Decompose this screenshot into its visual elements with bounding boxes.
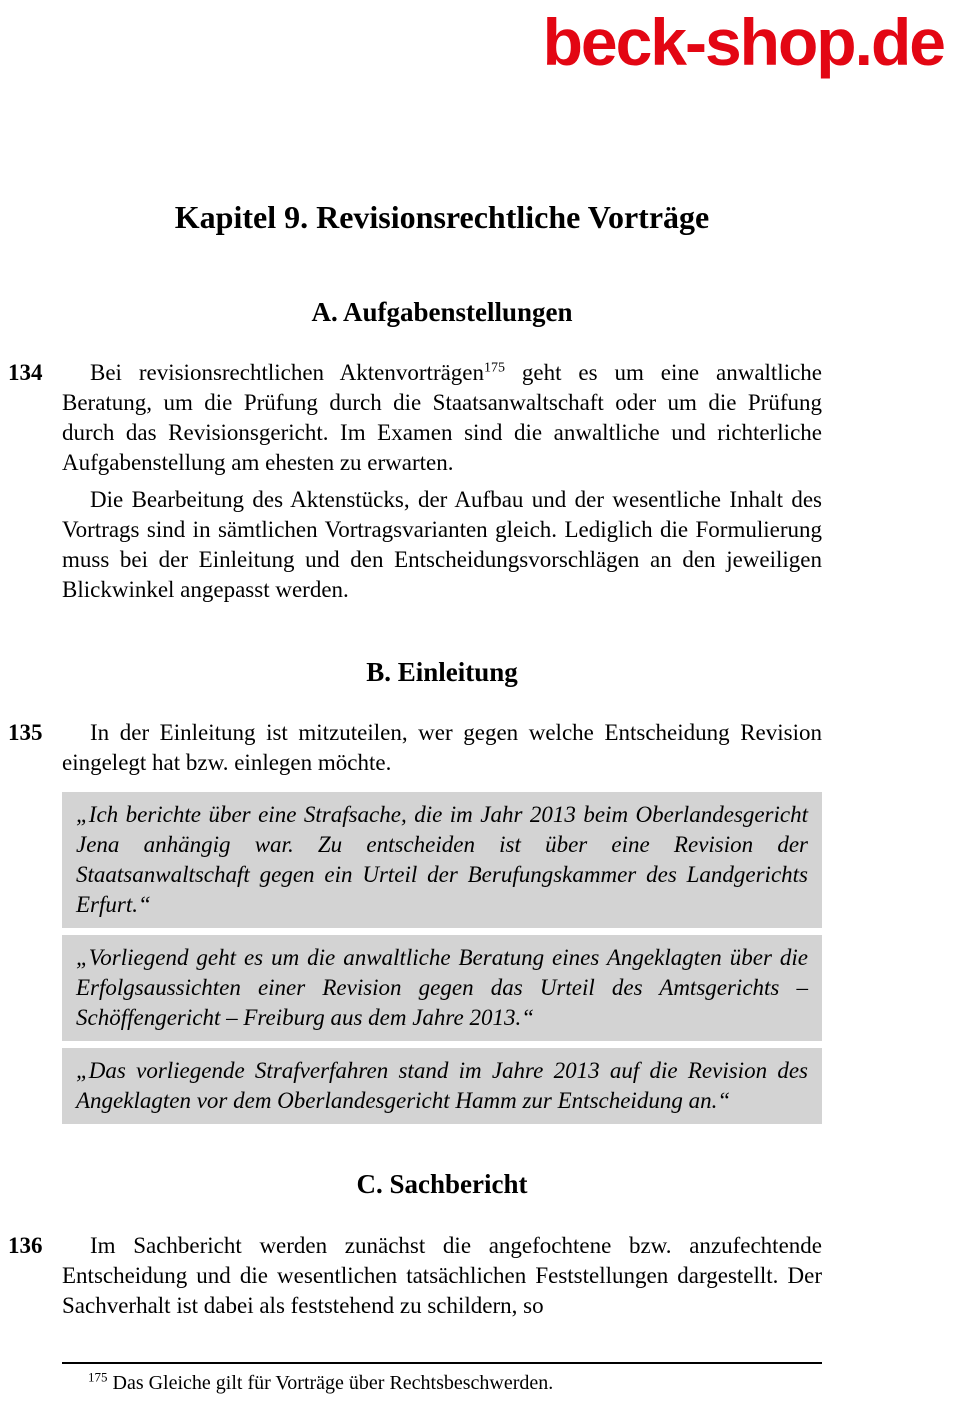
example-quote-box-2	[62, 935, 822, 1041]
margin-number-136: 136	[8, 1232, 43, 1258]
footnote-area	[62, 1362, 822, 1396]
paragraph-text: geht es um eine anwaltliche Beratung, um die Prüfung durch die Staatsanwaltschaft oder um die Prüfung durch das Revisionsgericht. Im Examen sind die anwaltliche und richterliche Aufgabenstellung am ehesten zu erwarten.	[62, 360, 822, 476]
footnote-text: Das Gleiche gilt für Vorträge über Rechtsbeschwerden.	[112, 1372, 554, 1394]
example-quote-2: „Vorliegend geht es um die anwaltliche Beratung eines Angeklagten über die Erfolgsaussichten einer Revision gegen das Urteil des Amtsgerichts – Schöffengericht – Freiburg aus dem Jahre 2013.“	[76, 945, 808, 1031]
footnote-175	[62, 1370, 822, 1396]
section-heading-c: C. Sachbericht	[356, 1169, 528, 1200]
paragraph-136: Im Sachbericht werden zunächst die angefochtene bzw. anzufechtende Entscheidung und die wesentlichen tatsächlichen Feststellungen dargestellt. Der Sachverhalt ist dabei als feststehend zu schildern, so	[62, 1232, 822, 1318]
example-quote-box-3	[62, 1048, 822, 1124]
margin-number-134: 134	[8, 360, 43, 386]
paragraph-134	[62, 358, 822, 478]
example-quote-1: „Ich berichte über eine Strafsache, die im Jahr 2013 beim Oberlandesgericht Jena anhängig war. Zu entscheiden ist über eine Revision der Staatsanwaltschaft gegen ein Urteil der Berufungskammer des Landgerichts Erfurt.“	[76, 802, 808, 918]
paragraph-135: In der Einleitung ist mitzuteilen, wer gegen welche Entscheidung Revision eingelegt hat bzw. einlegen möchte.	[62, 720, 822, 776]
chapter-title: Kapitel 9. Revisionsrechtliche Vorträge	[174, 198, 710, 235]
page-content	[8, 198, 822, 1321]
beck-shop-logo: beck-shop.de	[542, 5, 944, 79]
footnote-separator-rule	[62, 1362, 822, 1364]
section-heading-a: A. Aufgabenstellungen	[311, 297, 573, 328]
example-quote-box-1	[62, 792, 822, 928]
paragraph-text: Bei revisionsrechtlichen Aktenvorträgen	[90, 360, 485, 386]
paragraph-block-136	[8, 1231, 822, 1321]
paragraph-block-134	[8, 358, 822, 478]
example-quote-3: „Das vorliegende Strafverfahren stand im Jahre 2013 auf die Revision des Angeklagten vor dem Oberlandesgericht Hamm zur Entscheidung an.“	[76, 1058, 808, 1114]
section-heading-b: B. Einleitung	[366, 657, 518, 688]
footnote-ref-175: 175	[484, 360, 506, 376]
footnote-number: 175	[88, 1369, 108, 1385]
paragraph-block-135	[8, 718, 822, 778]
paragraph-134-continued: Die Bearbeitung des Aktenstücks, der Aufbau und der wesentliche Inhalt des Vortrags sind in sämtlichen Vortragsvarianten gleich. Lediglich die Formulierung muss bei der Einleitung und den Entscheidungsvorschlägen an den jeweiligen Blickwinkel angepasst werden.	[62, 487, 822, 603]
margin-number-135: 135	[8, 720, 43, 746]
